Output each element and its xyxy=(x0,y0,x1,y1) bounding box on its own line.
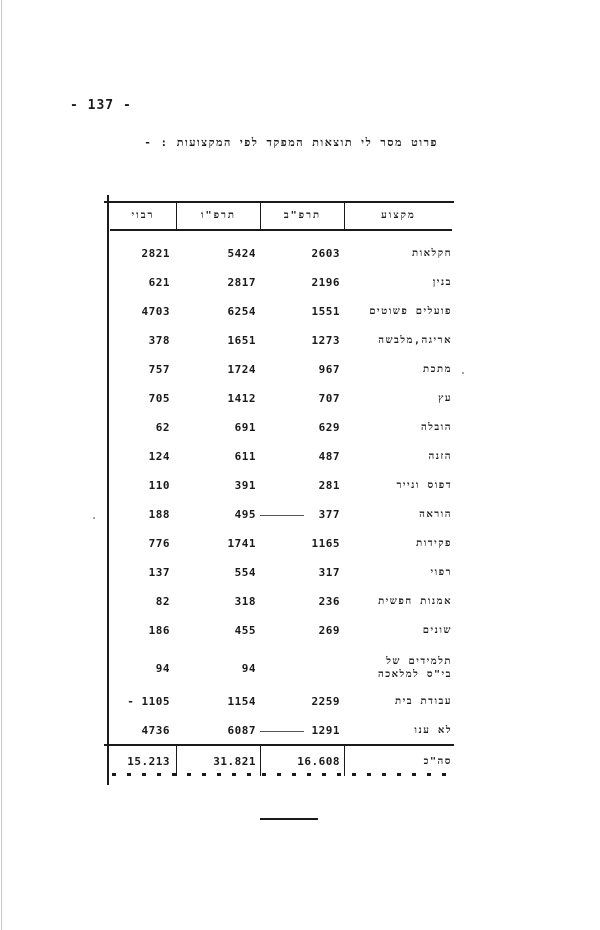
cell-ravui: 776 xyxy=(148,537,170,550)
total-ravui: 15.213 xyxy=(127,754,170,768)
cell-occupation: הזנה xyxy=(428,451,452,462)
table-row xyxy=(110,529,452,558)
table-row xyxy=(110,616,452,645)
scan-speck xyxy=(462,372,464,374)
cell-ravui: 4703 xyxy=(141,305,170,318)
table-row xyxy=(110,687,452,716)
cell-tarsh: 495 xyxy=(234,508,256,521)
table-row xyxy=(110,355,452,384)
cell-tarab: 377 xyxy=(318,508,340,521)
cell-tarsh: 6254 xyxy=(227,305,256,318)
cell-tarsh: 391 xyxy=(234,479,256,492)
table-row xyxy=(110,716,452,745)
totals-row xyxy=(110,746,452,776)
totals-divider xyxy=(176,746,177,776)
cell-tarab: 2259 xyxy=(311,695,340,708)
cell-tarab: 2603 xyxy=(311,247,340,260)
table-row xyxy=(110,442,452,471)
table-header-row xyxy=(110,203,452,231)
cell-ravui: 757 xyxy=(148,363,170,376)
total-tarab: 16.608 xyxy=(297,754,340,768)
cell-occupation: פקידות xyxy=(416,538,452,549)
cell-tarsh: 691 xyxy=(234,421,256,434)
header-tarab: תרפ"ב xyxy=(283,210,322,221)
cell-tarsh: 1741 xyxy=(227,537,256,550)
cell-tarab: 317 xyxy=(318,566,340,579)
cell-ravui: 378 xyxy=(148,334,170,347)
cell-tarsh: 318 xyxy=(234,595,256,608)
cell-tarsh: 94 xyxy=(241,661,256,675)
table-row xyxy=(110,413,452,442)
cell-tarab xyxy=(265,647,340,689)
cell-ravui: 621 xyxy=(148,276,170,289)
cell-ravui: 82 xyxy=(155,595,170,608)
cell-ravui: 137 xyxy=(148,566,170,579)
cell-occupation: חקלאות xyxy=(411,248,452,259)
total-label: סה"כ xyxy=(423,755,452,767)
table-row xyxy=(110,297,452,326)
table-left-rule xyxy=(107,195,109,785)
cell-ravui: - 1105 xyxy=(127,695,170,708)
cell-occupation: רפוי xyxy=(430,567,452,578)
header-ravui: רבוי xyxy=(131,210,155,221)
header-label: מקצוע xyxy=(381,210,416,221)
cell-tarab: 1551 xyxy=(311,305,340,318)
table-row xyxy=(110,384,452,413)
cell-tarab: 1291 xyxy=(311,724,340,737)
cell-tarsh: 5424 xyxy=(227,247,256,260)
cell-tarsh: 455 xyxy=(234,624,256,637)
cell-ravui: 124 xyxy=(148,450,170,463)
cell-occupation: עבודת בית xyxy=(394,696,452,707)
page-edge-rule xyxy=(1,0,2,930)
cell-tarsh: 6087 xyxy=(227,724,256,737)
table-row xyxy=(110,268,452,297)
table-row xyxy=(110,587,452,616)
scan-speck xyxy=(93,517,95,519)
table-row xyxy=(110,326,452,355)
cell-ravui: 110 xyxy=(148,479,170,492)
cell-tarsh: 1724 xyxy=(227,363,256,376)
cell-ravui: 2821 xyxy=(141,247,170,260)
cell-tarab: 281 xyxy=(318,479,340,492)
table-row xyxy=(110,239,452,268)
cell-tarsh: 1154 xyxy=(227,695,256,708)
cell-tarab: 487 xyxy=(318,450,340,463)
cell-ravui: 94 xyxy=(155,661,170,675)
page-heading: פרוט מסר לי תוצאות המפקד לפי המקצועות : - xyxy=(144,136,438,149)
header-tarsh: תרפ"ו xyxy=(200,210,237,221)
totals-dashed-rule xyxy=(112,773,454,776)
cell-tarab: 1165 xyxy=(311,537,340,550)
cell-tarab: 2196 xyxy=(311,276,340,289)
cell-occupation: בנין xyxy=(432,277,452,288)
end-of-section-rule xyxy=(260,818,318,820)
table-row xyxy=(110,500,452,529)
cell-tarsh: 1651 xyxy=(227,334,256,347)
cell-occupation: הוראה xyxy=(419,509,452,520)
cell-tarsh: 611 xyxy=(234,450,256,463)
cell-occupation: שונים xyxy=(422,625,452,636)
cell-tarsh: 1412 xyxy=(227,392,256,405)
total-tarsh: 31.821 xyxy=(213,754,256,768)
cell-ravui: 186 xyxy=(148,624,170,637)
cell-tarab: 967 xyxy=(318,363,340,376)
table-row xyxy=(110,558,452,587)
cell-occupation: הובלה xyxy=(420,422,452,433)
cell-occupation: עץ xyxy=(438,393,452,404)
cell-ravui: 62 xyxy=(155,421,170,434)
page-number: - 137 - xyxy=(70,98,132,113)
cell-occupation: תלמידים של בי"ס למלאכה xyxy=(377,656,452,680)
cell-ravui: 4736 xyxy=(141,724,170,737)
cell-tarab: 629 xyxy=(318,421,340,434)
cell-occupation: פועלים פשוטים xyxy=(369,306,452,317)
cell-tarsh: 554 xyxy=(234,566,256,579)
cell-tarab: 269 xyxy=(318,624,340,637)
cell-occupation: אמנות חפשית xyxy=(378,596,452,607)
totals-divider xyxy=(260,746,261,776)
table-row xyxy=(110,647,452,689)
cell-ravui: 705 xyxy=(148,392,170,405)
cell-occupation: לא ענו xyxy=(414,725,452,736)
table-row xyxy=(110,471,452,500)
cell-tarab: 236 xyxy=(318,595,340,608)
cell-ravui: 188 xyxy=(148,508,170,521)
cell-tarsh: 2817 xyxy=(227,276,256,289)
cell-tarab: 707 xyxy=(318,392,340,405)
cell-occupation: אריגה,מלבשה xyxy=(378,335,452,346)
totals-divider xyxy=(344,746,345,776)
cell-occupation: מתכת xyxy=(422,364,452,375)
cell-occupation: דפוס ונייר xyxy=(396,480,452,491)
cell-tarab: 1273 xyxy=(311,334,340,347)
